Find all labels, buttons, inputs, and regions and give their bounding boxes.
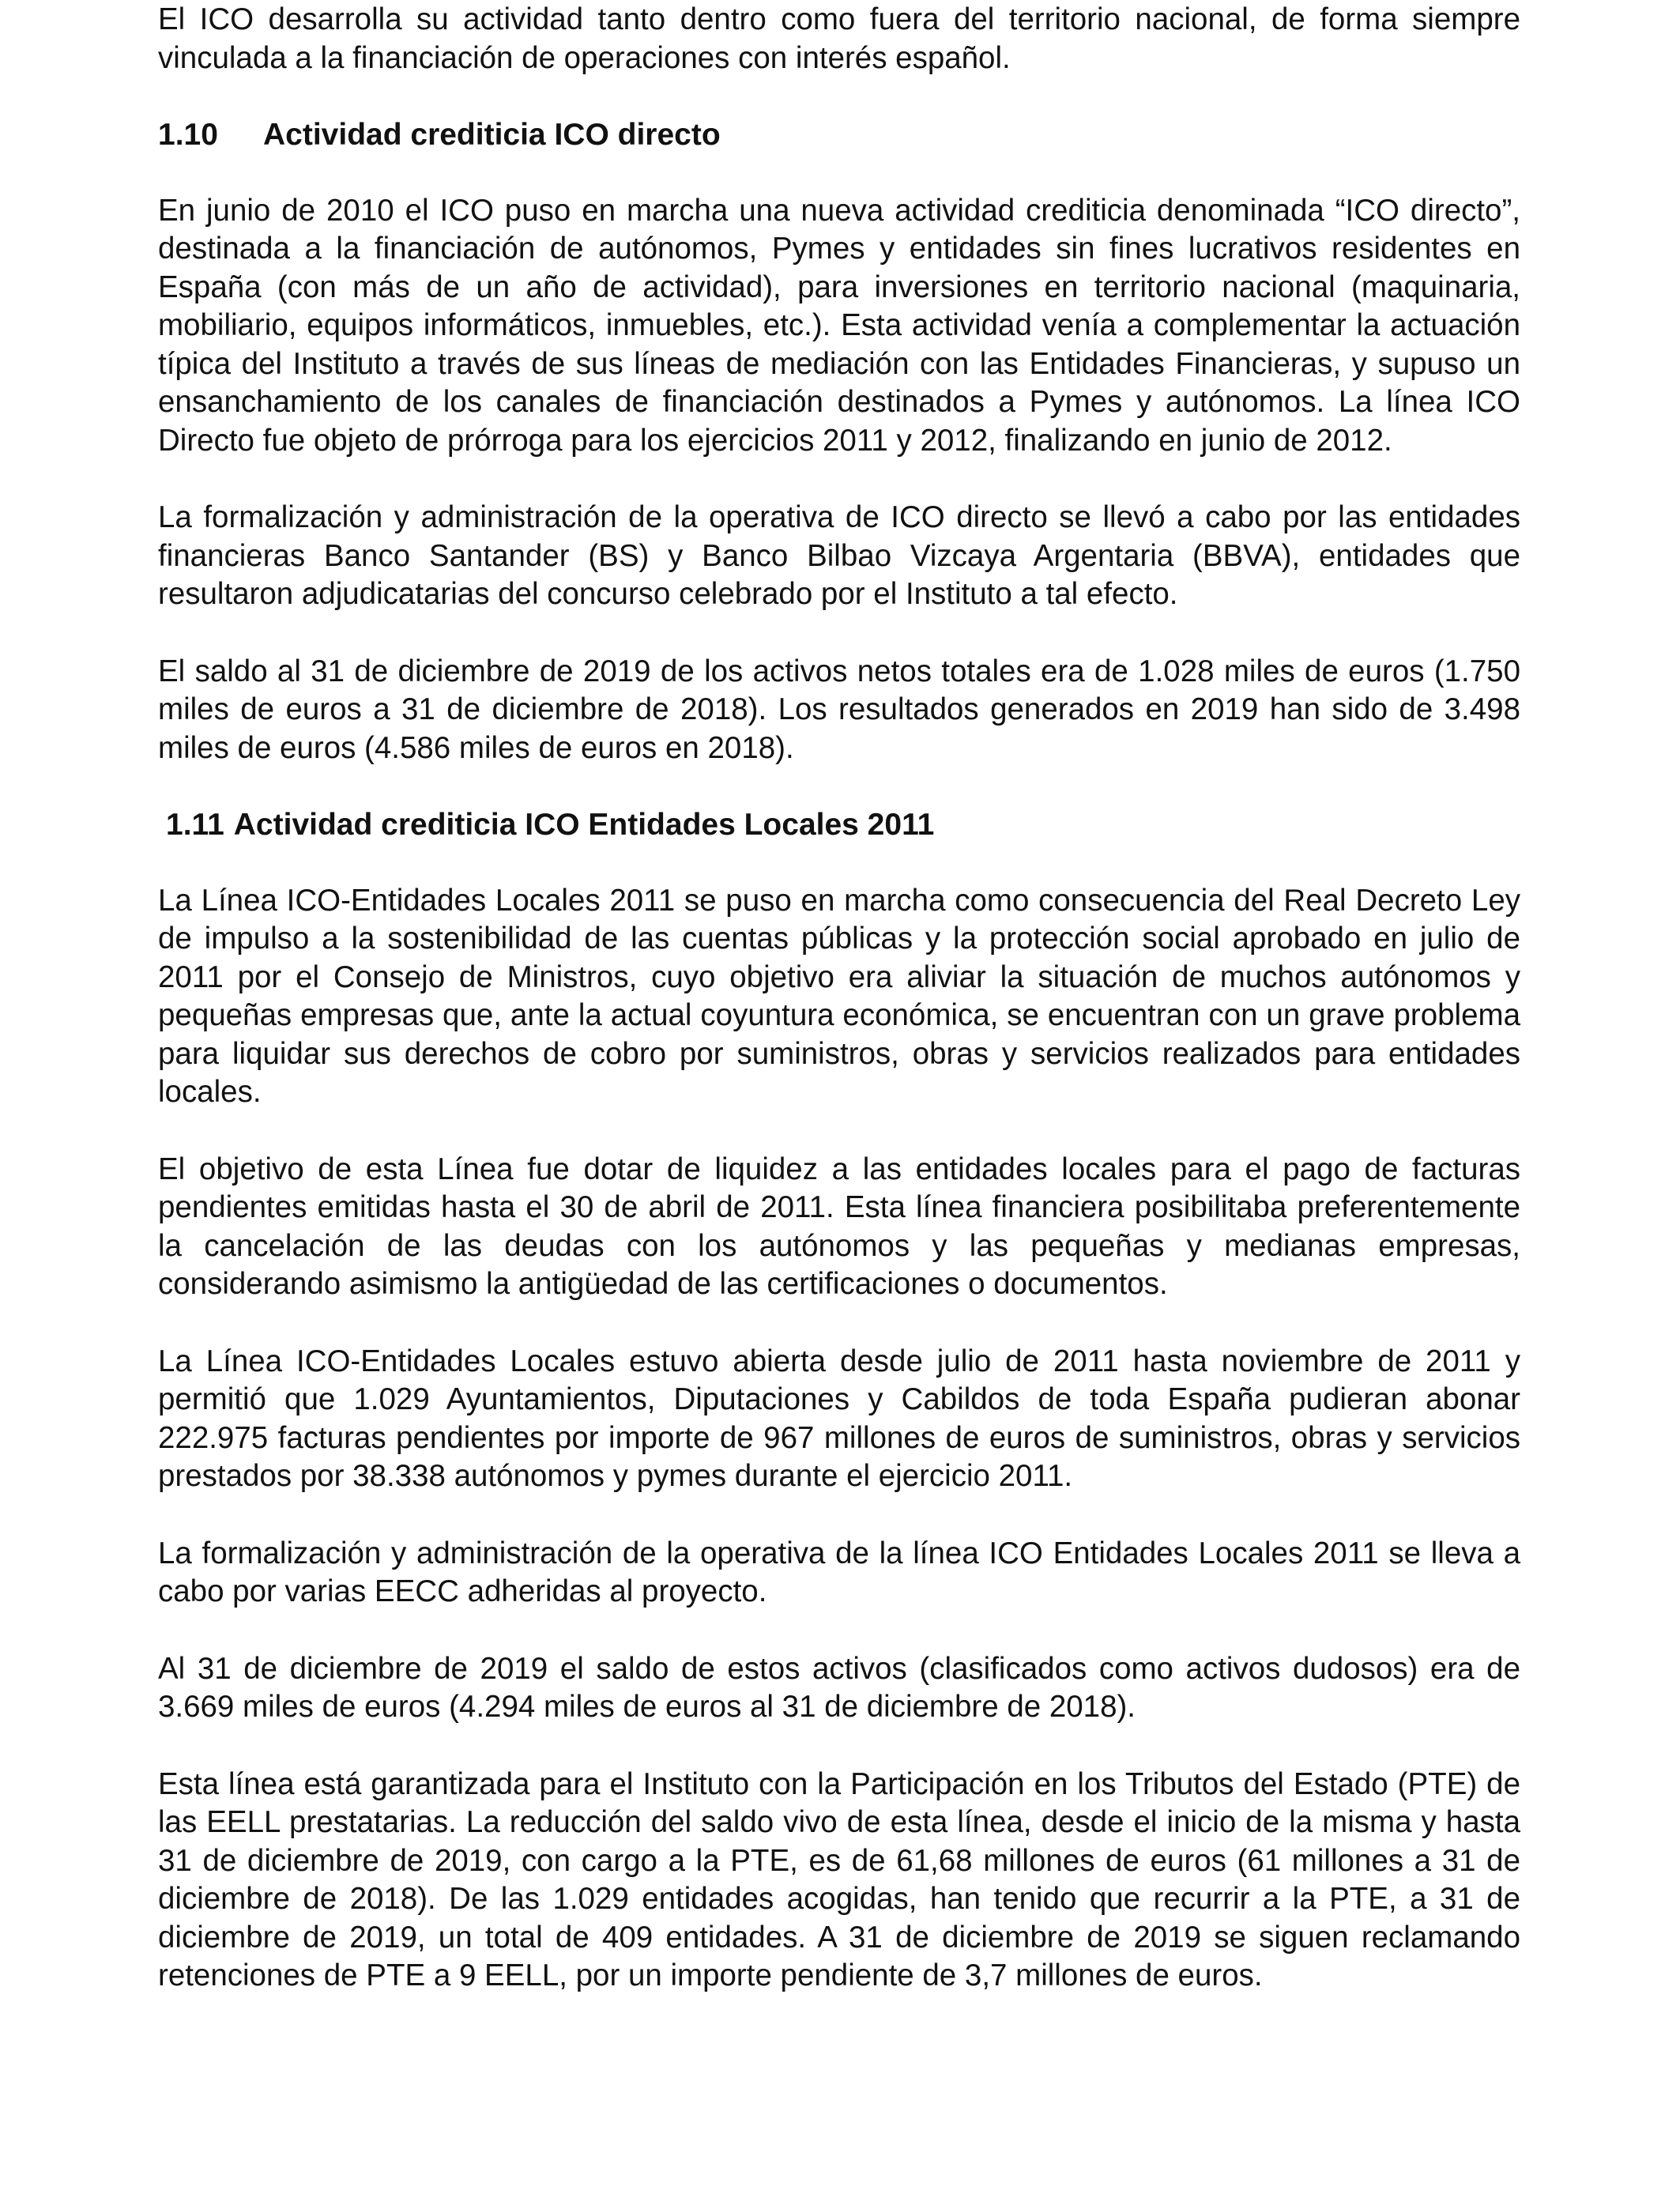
paragraph: La formalización y administración de la operativa de la línea ICO Entidades Locales 2011 se lleva a cabo por varias EECC adheridas al proyecto. <box>158 1536 1520 1608</box>
paragraph: El saldo al 31 de diciembre de 2019 de los activos netos totales era de 1.028 miles de euros (1.750 miles de euros a 31 de diciembre de 2018). Los resultados generados en 2019 han sido de 3.498 miles de euros (4.586 miles de euros en 2018). <box>158 654 1520 765</box>
paragraph: La Línea ICO-Entidades Locales estuvo abierta desde julio de 2011 hasta noviembre de 2011 y permitió que 1.029 Ayuntamientos, Diputaciones y Cabildos de toda España pudieran abonar 222.975 facturas pendientes por importe de 967 millones de euros de suministros, obras y servicios prestados por 38.338 autónomos y pymes durante el ejercicio 2011. <box>158 1344 1520 1493</box>
section-number: 1.10 <box>158 118 218 152</box>
paragraph: La Línea ICO-Entidades Locales 2011 se puso en marcha como consecuencia del Real Decreto Ley de impulso a la sostenibilidad de las cuentas públicas y la protección social aprobado en julio de 2011 por el Consejo de Ministros, cuyo objetivo era aliviar la situación de muchos autónomos y pequeñas empresas que, ante la actual coyuntura económica, se encuentran con un grave problema para liquidar sus derechos de cobro por suministros, obras y servicios realizados para entidades locales. <box>158 883 1520 1109</box>
section-title: Actividad crediticia ICO directo <box>263 118 721 152</box>
paragraph: La formalización y administración de la operativa de ICO directo se llevó a cabo por las entidades financieras Banco Santander (BS) y Banco Bilbao Vizcaya Argentaria (BBVA), entidades que resultaron adjudicatarias del concurso celebrado por el Instituto a tal efecto. <box>158 500 1520 611</box>
section-title: Actividad crediticia ICO Entidades Locales 2011 <box>233 808 935 842</box>
document-page <box>158 0 1520 2034</box>
paragraph: El objetivo de esta Línea fue dotar de liquidez a las entidades locales para el pago de facturas pendientes emitidas hasta el 30 de abril de 2011. Esta línea financiera posibilitaba preferentemente la cancelación de las deudas con los autónomos y las pequeñas y medianas empresas, considerando asimismo la antigüedad de las certificaciones o documentos. <box>158 1152 1520 1301</box>
intro-paragraph: El ICO desarrolla su actividad tanto dentro como fuera del territorio nacional, de forma siempre vinculada a la financiación de operaciones con interés español. <box>158 2 1520 75</box>
paragraph: Esta línea está garantizada para el Instituto con la Participación en los Tributos del Estado (PTE) de las EELL prestatarias. La reducción del saldo vivo de esta línea, desde el inicio de la misma y hasta 31 de diciembre de 2019, con cargo a la PTE, es de 61,68 millones de euros (61 millones a 31 de diciembre de 2018). De las 1.029 entidades acogidas, han tenido que recurrir a la PTE, a 31 de diciembre de 2019, un total de 409 entidades. A 31 de diciembre de 2019 se siguen reclamando retenciones de PTE a 9 EELL, por un importe pendiente de 3,7 millones de euros. <box>158 1766 1520 1992</box>
paragraph: Al 31 de diciembre de 2019 el saldo de estos activos (clasificados como activos dudosos) era de 3.669 miles de euros (4.294 miles de euros al 31 de diciembre de 2018). <box>158 1651 1520 1724</box>
section-heading-1-10 <box>158 116 1520 155</box>
section-number: 1.11 <box>166 808 224 842</box>
paragraph: En junio de 2010 el ICO puso en marcha una nueva actividad crediticia denominada “ICO directo”, destinada a la financiación de autónomos, Pymes y entidades sin fines lucrativos residentes en España (con más de un año de actividad), para inversiones en territorio nacional (maquinaria, mobiliario, equipos informáticos, inmuebles, etc.). Esta actividad venía a complementar la actuación típica del Instituto a través de sus líneas de mediación con las Entidades Financieras, y supuso un ensanchamiento de los canales de financiación destinados a Pymes y autónomos. La línea ICO Directo fue objeto de prórroga para los ejercicios 2011 y 2012, finalizando en junio de 2012. <box>158 193 1520 458</box>
section-heading-1-11 <box>158 806 1520 845</box>
